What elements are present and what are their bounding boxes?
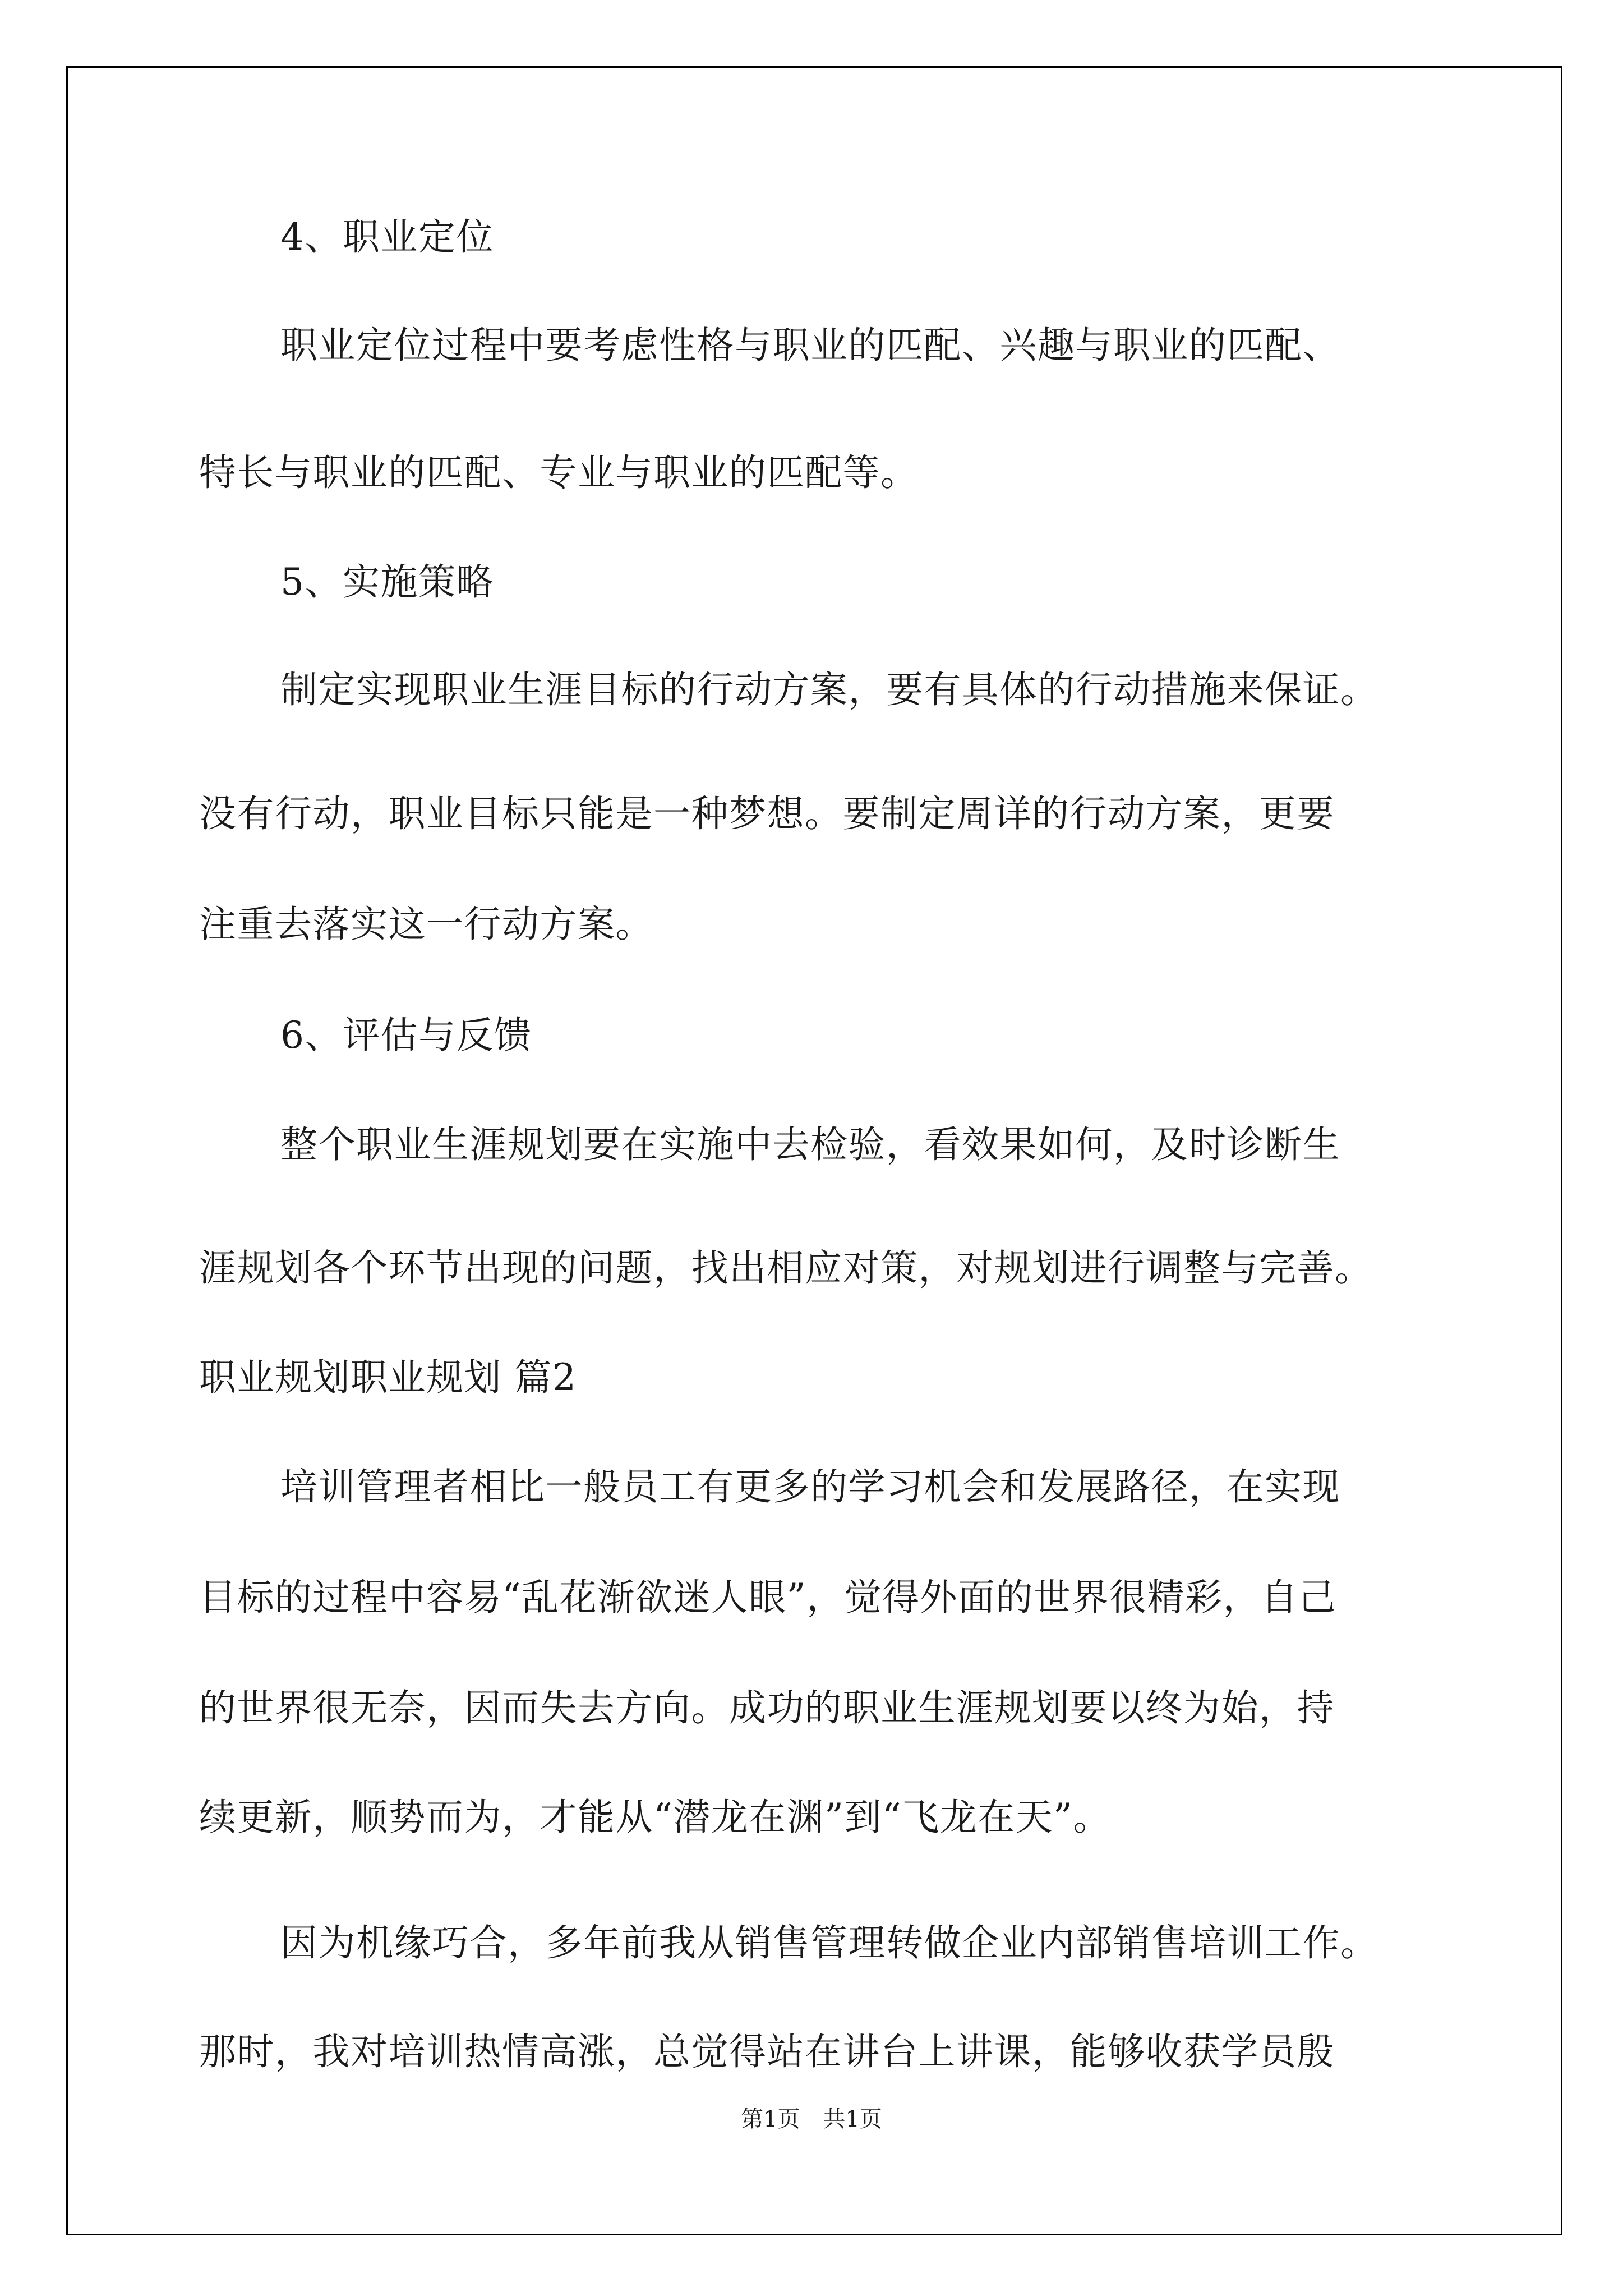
text-line: 培训管理者相比一般员工有更多的学习机会和发展路径，在实现 [280,1465,1340,1508]
text-line: 特长与职业的匹配、专业与职业的匹配等。 [199,451,919,494]
page-number: 第1页 [741,2106,800,2132]
text-line: 因为机缘巧合，多年前我从销售管理转做企业内部销售培训工作。 [280,1921,1378,1964]
text-line: 5、实施策略 [280,560,494,604]
text-line: 制定实现职业生涯目标的行动方案，要有具体的行动措施来保证。 [280,668,1378,711]
text-line: 续更新，顺势而为，才能从“潜龙在渊”到“飞龙在天”。 [199,1796,1111,1839]
text-line: 那时，我对培训热情高涨，总觉得站在讲台上讲课，能够收获学员殷 [199,2030,1335,2073]
text-line: 整个职业生涯规划要在实施中去检验，看效果如何，及时诊断生 [280,1123,1340,1166]
text-line: 6、评估与反馈 [280,1014,532,1057]
text-line: 的世界很无奈，因而失去方向。成功的职业生涯规划要以终为始，持 [199,1686,1335,1729]
text-line: 4、职业定位 [280,215,494,259]
text-line: 注重去落实这一行动方案。 [199,903,653,946]
page-total: 共1页 [823,2106,882,2132]
text-line: 没有行动，职业目标只能是一种梦想。要制定周详的行动方案，更要 [199,792,1335,835]
text-line: 职业规划职业规划 篇2 [199,1356,577,1399]
page-footer [0,2101,1623,2133]
text-line: 目标的过程中容易“乱花渐欲迷人眼”，觉得外面的世界很精彩，自己 [199,1576,1336,1619]
text-line: 涯规划各个环节出现的问题，找出相应对策，对规划进行调整与完善。 [199,1246,1373,1290]
text-line: 职业定位过程中要考虑性格与职业的匹配、兴趣与职业的匹配、 [280,324,1340,367]
